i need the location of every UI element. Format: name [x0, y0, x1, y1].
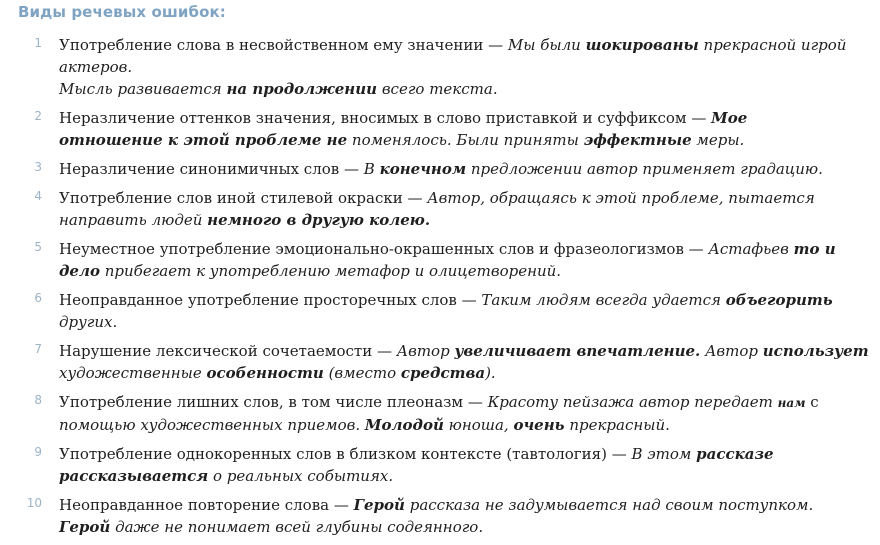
- example-text: художественные: [59, 364, 207, 382]
- error-word: то и: [793, 240, 836, 258]
- list-item: [0, 494, 880, 538]
- example-text: направить людей: [59, 211, 208, 229]
- error-word: особенности: [206, 364, 324, 382]
- item-number: 6: [34, 291, 42, 305]
- item-text-line: [59, 34, 866, 56]
- item-text-line: [59, 362, 866, 384]
- item-number: 2: [34, 109, 42, 123]
- example-text: Мы были: [507, 36, 586, 54]
- error-word: конечном: [379, 160, 467, 178]
- list-item: [0, 340, 880, 384]
- error-word: Молодой: [364, 416, 444, 434]
- item-text-line: [59, 209, 866, 231]
- item-text-line: [59, 465, 866, 487]
- example-text: всего текста.: [377, 80, 498, 98]
- error-type-text: Неоправданное повторение слова —: [59, 496, 354, 514]
- list-item: [0, 443, 880, 487]
- item-text-line: [59, 260, 866, 282]
- example-text: Автор, обращаясь к этой проблеме, пытается: [427, 189, 815, 207]
- error-word: отношение к этой проблеме не: [59, 131, 348, 149]
- example-text: Мысль развивается: [59, 80, 227, 98]
- error-type-text: Употребление слов иной стилевой окраски —: [59, 189, 428, 207]
- example-text: Астафьев: [708, 240, 794, 258]
- example-text: (вместо: [323, 364, 401, 382]
- list-item: [0, 158, 880, 180]
- error-word: рассказе: [696, 445, 774, 463]
- error-type-text: Неразличение синонимичных слов —: [59, 160, 364, 178]
- item-text-line: [59, 107, 866, 129]
- item-number: 3: [34, 160, 42, 174]
- list-item: [0, 34, 880, 100]
- list-item: [0, 187, 880, 231]
- example-text: рассказа не задумывается над своим поступком.: [404, 496, 814, 514]
- example-text: предложении автор применяет градацию.: [466, 160, 823, 178]
- example-text: прибегает к употреблению метафор и олицетворений.: [99, 262, 562, 280]
- error-word: нам: [777, 396, 806, 410]
- example-text: прекрасный.: [564, 416, 670, 434]
- item-number: 9: [34, 445, 42, 459]
- list-item: [0, 391, 880, 436]
- example-text: Автор: [396, 342, 455, 360]
- item-number: 4: [34, 189, 42, 203]
- item-number: 10: [26, 496, 42, 510]
- example-text: Таким людям всегда удается: [481, 291, 726, 309]
- example-text: юноша,: [443, 416, 514, 434]
- item-number: 5: [34, 240, 42, 254]
- example-text: даже не понимает всей глубины содеянного.: [110, 518, 484, 536]
- example-text: Автор: [700, 342, 763, 360]
- item-text-line: [59, 391, 866, 414]
- error-word: дело: [59, 262, 100, 280]
- example-text: поменялось. Были приняты: [347, 131, 584, 149]
- error-word: средства: [400, 364, 486, 382]
- error-word: Герой: [353, 496, 405, 514]
- error-word: Герой: [59, 518, 111, 536]
- item-text-line: [59, 516, 866, 538]
- error-word: немного в другую колею.: [207, 211, 431, 229]
- item-text-line: [59, 311, 866, 333]
- example-text: других.: [59, 313, 118, 331]
- speech-errors-list: [0, 34, 880, 545]
- example-text: актеров.: [59, 58, 133, 76]
- example-text: ).: [485, 364, 496, 382]
- item-number: 7: [34, 342, 42, 356]
- error-word: шокированы: [585, 36, 699, 54]
- item-text-line: [59, 443, 866, 465]
- error-word: увеличивает впечатление.: [454, 342, 701, 360]
- error-word: Мое: [711, 109, 748, 127]
- error-type-text: с: [805, 393, 819, 411]
- error-word: объегорить: [725, 291, 833, 309]
- example-text: о реальных событиях.: [208, 467, 394, 485]
- error-type-text: Неуместное употребление эмоционально-окрашенных слов и фразеологизмов —: [59, 240, 709, 258]
- error-word: очень: [513, 416, 565, 434]
- error-type-text: Неразличение оттенков значения, вносимых в слово приставкой и суффиксом —: [59, 109, 712, 127]
- item-text-line: [59, 340, 869, 362]
- list-item: [0, 238, 880, 282]
- item-text-line: [59, 414, 866, 436]
- example-text: В: [363, 160, 380, 178]
- example-text: меры.: [691, 131, 745, 149]
- error-word: на продолжении: [226, 80, 378, 98]
- item-text-line: [59, 56, 866, 78]
- item-text-line: [59, 78, 866, 100]
- section-heading: Виды речевых ошибок:: [18, 3, 226, 21]
- error-type-text: Употребление лишних слов, в том числе плеоназм —: [59, 393, 488, 411]
- error-word: эффектные: [583, 131, 692, 149]
- item-text-line: [59, 494, 866, 516]
- error-type-text: Нарушение лексической сочетаемости —: [59, 342, 397, 360]
- example-text: В этом: [631, 445, 697, 463]
- item-text-line: [59, 129, 866, 151]
- example-text: прекрасной игрой: [698, 36, 847, 54]
- example-text: Красоту пейзажа автор передает: [487, 393, 778, 411]
- item-number: 8: [34, 393, 42, 407]
- item-number: 1: [34, 36, 42, 50]
- error-word: рассказывается: [59, 467, 209, 485]
- list-item: [0, 289, 880, 333]
- list-item: [0, 107, 880, 151]
- item-text-line: [59, 158, 866, 180]
- item-text-line: [59, 289, 866, 311]
- error-type-text: Употребление однокоренных слов в близком контексте (тавтология) —: [59, 445, 632, 463]
- example-text: помощью художественных приемов.: [59, 416, 365, 434]
- item-text-line: [59, 238, 866, 260]
- error-type-text: Неоправданное употребление просторечных слов —: [59, 291, 482, 309]
- error-word: использует: [762, 342, 869, 360]
- error-type-text: Употребление слова в несвойственном ему значении —: [59, 36, 508, 54]
- item-text-line: [59, 187, 866, 209]
